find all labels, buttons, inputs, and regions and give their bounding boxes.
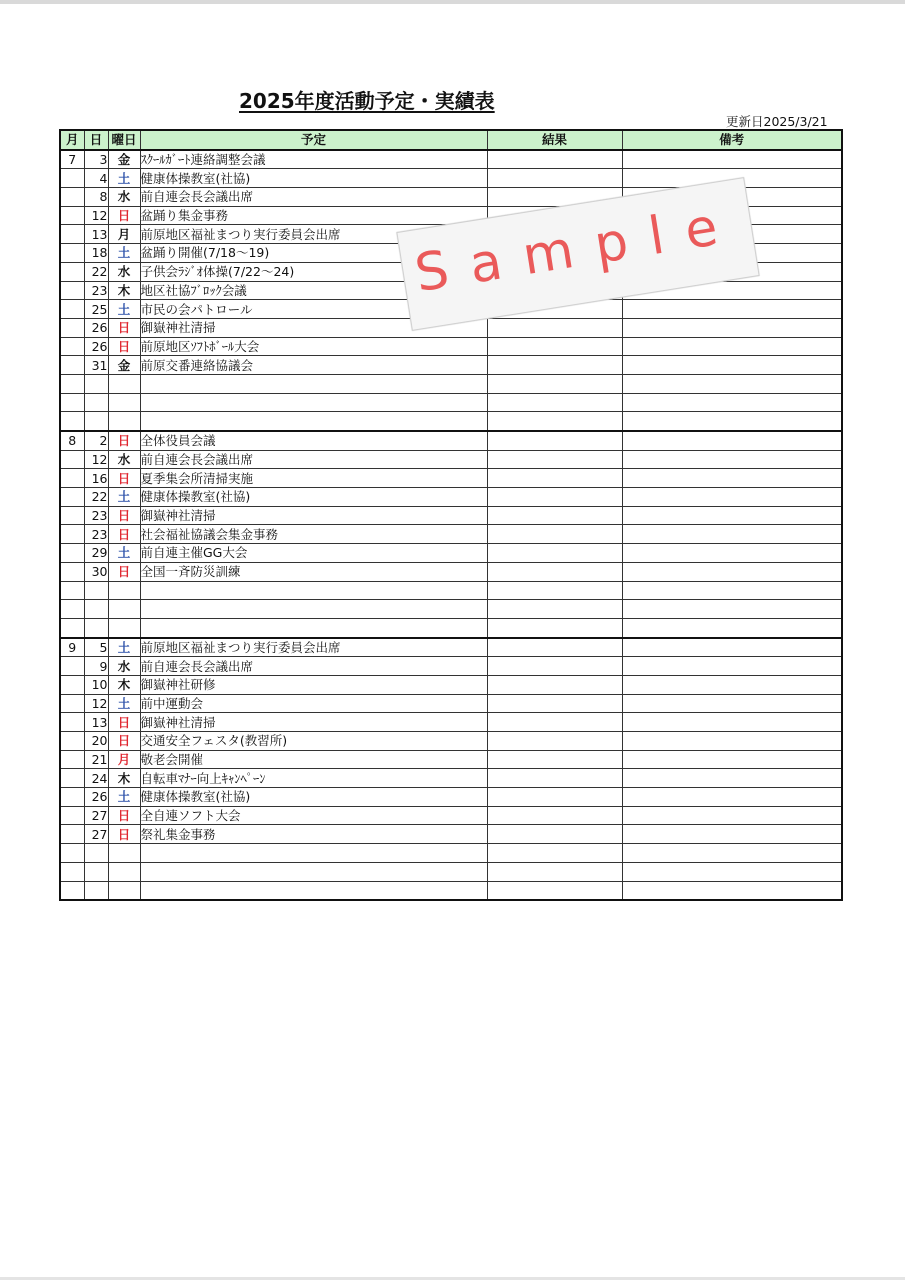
row-plan: 前原地区福祉まつり実行委員会出席 (140, 225, 487, 244)
row-plan: 夏季集会所清掃実施 (140, 469, 487, 488)
row-result (487, 506, 622, 525)
row-notes (622, 769, 842, 788)
row-day: 20 (84, 732, 108, 751)
row-plan: 全国一斉防災訓練 (140, 562, 487, 581)
row-notes (622, 506, 842, 525)
row-weekday: 日 (108, 732, 140, 751)
row-day: 26 (84, 788, 108, 807)
row-plan: 交通安全フェスタ(教習所) (140, 732, 487, 751)
row-plan: 御嶽神社清掃 (140, 318, 487, 337)
row-day: 27 (84, 806, 108, 825)
row-result (487, 694, 622, 713)
sample-watermark-text: Sample (411, 193, 744, 305)
table-row (60, 525, 842, 544)
row-result (487, 675, 622, 694)
row-plan: 前原地区福祉まつり実行委員会出席 (140, 638, 487, 657)
row-plan: 敬老会開催 (140, 750, 487, 769)
row-plan: 全自連ソフト大会 (140, 806, 487, 825)
row-result (487, 469, 622, 488)
row-weekday (108, 412, 140, 431)
header-plan: 予定 (140, 130, 487, 150)
row-plan: 健康体操教室(社協) (140, 488, 487, 507)
row-month (60, 356, 84, 375)
row-result (487, 881, 622, 900)
scan-edge-top (0, 0, 905, 4)
row-weekday: 金 (108, 356, 140, 375)
row-notes (622, 412, 842, 431)
row-month (60, 788, 84, 807)
row-month (60, 525, 84, 544)
updated-date: 更新日2025/3/21 (726, 114, 828, 129)
row-notes (622, 393, 842, 412)
row-month (60, 506, 84, 525)
row-plan: 御嶽神社清掃 (140, 713, 487, 732)
table-row (60, 412, 842, 431)
table-row (60, 713, 842, 732)
row-weekday: 水 (108, 188, 140, 207)
row-weekday: 日 (108, 562, 140, 581)
header-notes: 備考 (622, 130, 842, 150)
row-plan: 健康体操教室(社協) (140, 169, 487, 188)
row-weekday: 月 (108, 750, 140, 769)
row-weekday: 土 (108, 694, 140, 713)
row-plan: 盆踊り開催(7/18～19) (140, 244, 487, 263)
row-month (60, 750, 84, 769)
row-result (487, 638, 622, 657)
row-day: 23 (84, 506, 108, 525)
row-month (60, 374, 84, 393)
row-day: 5 (84, 638, 108, 657)
row-plan (140, 581, 487, 600)
row-month (60, 825, 84, 844)
table-row (60, 788, 842, 807)
row-month (60, 318, 84, 337)
row-day: 23 (84, 525, 108, 544)
row-plan (140, 618, 487, 637)
row-day: 24 (84, 769, 108, 788)
row-weekday: 土 (108, 488, 140, 507)
row-day (84, 600, 108, 619)
row-notes (622, 638, 842, 657)
row-result (487, 431, 622, 450)
row-day: 13 (84, 225, 108, 244)
row-result (487, 750, 622, 769)
row-day: 22 (84, 488, 108, 507)
row-notes (622, 618, 842, 637)
row-month (60, 281, 84, 300)
row-day: 23 (84, 281, 108, 300)
row-plan: 祭礼集金事務 (140, 825, 487, 844)
row-notes (622, 788, 842, 807)
row-plan (140, 881, 487, 900)
row-day: 27 (84, 825, 108, 844)
row-plan: 前自連主催GG大会 (140, 544, 487, 563)
row-weekday: 水 (108, 657, 140, 676)
row-weekday (108, 844, 140, 863)
row-day: 12 (84, 450, 108, 469)
row-month (60, 732, 84, 751)
row-day (84, 881, 108, 900)
row-month (60, 262, 84, 281)
row-day: 21 (84, 750, 108, 769)
row-notes (622, 337, 842, 356)
table-row (60, 844, 842, 863)
row-result (487, 450, 622, 469)
table-row (60, 337, 842, 356)
table-row (60, 825, 842, 844)
row-result (487, 562, 622, 581)
row-month (60, 225, 84, 244)
row-weekday: 日 (108, 525, 140, 544)
table-row (60, 450, 842, 469)
row-notes (622, 356, 842, 375)
row-month (60, 881, 84, 900)
row-plan: 市民の会パトロール (140, 300, 487, 319)
row-month: 7 (60, 150, 84, 169)
row-result (487, 657, 622, 676)
row-month (60, 393, 84, 412)
row-plan: 子供会ﾗｼﾞｵ体操(7/22～24) (140, 262, 487, 281)
row-result (487, 732, 622, 751)
row-weekday (108, 393, 140, 412)
row-weekday (108, 374, 140, 393)
row-month (60, 581, 84, 600)
row-notes (622, 525, 842, 544)
row-weekday (108, 581, 140, 600)
row-plan: 社会福祉協議会集金事務 (140, 525, 487, 544)
row-month (60, 412, 84, 431)
table-row (60, 562, 842, 581)
row-day: 26 (84, 337, 108, 356)
row-plan: 御嶽神社研修 (140, 675, 487, 694)
row-day: 13 (84, 713, 108, 732)
row-day: 25 (84, 300, 108, 319)
table-row (60, 506, 842, 525)
row-notes (622, 862, 842, 881)
table-row (60, 393, 842, 412)
row-result (487, 825, 622, 844)
row-day: 2 (84, 431, 108, 450)
row-day: 16 (84, 469, 108, 488)
row-day: 8 (84, 188, 108, 207)
row-plan (140, 844, 487, 863)
row-month: 8 (60, 431, 84, 450)
table-row (60, 431, 842, 450)
row-result (487, 788, 622, 807)
row-month (60, 657, 84, 676)
row-weekday (108, 600, 140, 619)
row-month (60, 618, 84, 637)
row-result (487, 806, 622, 825)
row-plan (140, 862, 487, 881)
row-plan: 全体役員会議 (140, 431, 487, 450)
row-weekday: 土 (108, 244, 140, 263)
row-plan (140, 374, 487, 393)
row-result (487, 544, 622, 563)
row-month (60, 244, 84, 263)
row-month (60, 169, 84, 188)
table-row (60, 618, 842, 637)
row-plan (140, 412, 487, 431)
table-row (60, 694, 842, 713)
table-row (60, 638, 842, 657)
row-weekday: 土 (108, 544, 140, 563)
row-notes (622, 450, 842, 469)
row-notes (622, 750, 842, 769)
table-row (60, 356, 842, 375)
row-notes (622, 694, 842, 713)
row-month (60, 675, 84, 694)
table-row (60, 881, 842, 900)
row-day: 12 (84, 206, 108, 225)
header-result: 結果 (487, 130, 622, 150)
table-row (60, 732, 842, 751)
row-month (60, 862, 84, 881)
row-weekday: 日 (108, 713, 140, 732)
row-weekday: 日 (108, 318, 140, 337)
row-result (487, 169, 622, 188)
row-notes (622, 675, 842, 694)
row-weekday: 木 (108, 769, 140, 788)
row-notes (622, 581, 842, 600)
row-plan: 盆踊り集金事務 (140, 206, 487, 225)
row-day: 26 (84, 318, 108, 337)
row-month (60, 713, 84, 732)
row-plan: 前自連会長会議出席 (140, 450, 487, 469)
row-plan: 前自連会長会議出席 (140, 188, 487, 207)
row-plan: 前中運動会 (140, 694, 487, 713)
row-notes (622, 732, 842, 751)
row-month (60, 600, 84, 619)
row-plan (140, 600, 487, 619)
row-month (60, 188, 84, 207)
row-month (60, 544, 84, 563)
row-plan: 前原地区ｿﾌﾄﾎﾞｰﾙ大会 (140, 337, 487, 356)
row-day (84, 412, 108, 431)
row-day: 18 (84, 244, 108, 263)
row-weekday: 日 (108, 431, 140, 450)
row-weekday: 土 (108, 169, 140, 188)
row-plan: 前自連会長会議出席 (140, 657, 487, 676)
row-day (84, 618, 108, 637)
row-month (60, 488, 84, 507)
row-weekday: 土 (108, 300, 140, 319)
row-month (60, 844, 84, 863)
row-day: 4 (84, 169, 108, 188)
row-weekday: 日 (108, 206, 140, 225)
row-result (487, 393, 622, 412)
row-result (487, 525, 622, 544)
row-notes (622, 844, 842, 863)
row-weekday: 土 (108, 788, 140, 807)
row-month (60, 206, 84, 225)
table-row (60, 862, 842, 881)
row-weekday: 日 (108, 506, 140, 525)
row-result (487, 581, 622, 600)
row-weekday: 水 (108, 450, 140, 469)
row-notes (622, 488, 842, 507)
row-plan: 御嶽神社清掃 (140, 506, 487, 525)
row-month (60, 694, 84, 713)
row-day: 22 (84, 262, 108, 281)
table-row (60, 469, 842, 488)
row-day (84, 374, 108, 393)
row-weekday: 土 (108, 638, 140, 657)
row-result (487, 488, 622, 507)
table-row (60, 675, 842, 694)
row-day: 9 (84, 657, 108, 676)
row-notes (622, 544, 842, 563)
table-row (60, 657, 842, 676)
row-day: 10 (84, 675, 108, 694)
table-row (60, 374, 842, 393)
row-day: 12 (84, 694, 108, 713)
row-day: 31 (84, 356, 108, 375)
row-notes (622, 806, 842, 825)
row-notes (622, 150, 842, 169)
row-day: 29 (84, 544, 108, 563)
row-weekday (108, 618, 140, 637)
row-month: 9 (60, 638, 84, 657)
row-notes (622, 562, 842, 581)
row-day (84, 393, 108, 412)
row-plan (140, 393, 487, 412)
row-weekday: 日 (108, 337, 140, 356)
table-row (60, 806, 842, 825)
table-row (60, 600, 842, 619)
row-result (487, 769, 622, 788)
row-notes (622, 657, 842, 676)
row-plan: 健康体操教室(社協) (140, 788, 487, 807)
table-row (60, 581, 842, 600)
row-month (60, 300, 84, 319)
row-result (487, 337, 622, 356)
row-weekday: 水 (108, 262, 140, 281)
row-weekday (108, 881, 140, 900)
row-notes (622, 469, 842, 488)
page-title: 2025年度活動予定・実績表 (239, 89, 495, 113)
row-result (487, 150, 622, 169)
row-result (487, 356, 622, 375)
header-month: 月 (60, 130, 84, 150)
row-weekday: 日 (108, 469, 140, 488)
row-notes (622, 300, 842, 319)
row-plan: 前原交番連絡協議会 (140, 356, 487, 375)
row-notes (622, 318, 842, 337)
table-row (60, 488, 842, 507)
row-weekday: 木 (108, 281, 140, 300)
row-result (487, 862, 622, 881)
row-day: 30 (84, 562, 108, 581)
row-notes (622, 825, 842, 844)
row-weekday: 月 (108, 225, 140, 244)
row-day (84, 581, 108, 600)
row-weekday: 日 (108, 806, 140, 825)
row-result (487, 713, 622, 732)
row-month (60, 450, 84, 469)
table-row (60, 150, 842, 169)
row-month (60, 806, 84, 825)
row-day: 3 (84, 150, 108, 169)
row-notes (622, 600, 842, 619)
table-row (60, 750, 842, 769)
header-weekday: 曜日 (108, 130, 140, 150)
row-month (60, 469, 84, 488)
header-row (60, 130, 842, 150)
row-notes (622, 881, 842, 900)
row-month (60, 337, 84, 356)
row-day (84, 844, 108, 863)
row-result (487, 600, 622, 619)
row-plan: 自転車ﾏﾅｰ向上ｷｬﾝﾍﾟｰﾝ (140, 769, 487, 788)
row-plan: ｽｸｰﾙｶﾞｰﾄ連絡調整会議 (140, 150, 487, 169)
row-weekday (108, 862, 140, 881)
row-result (487, 412, 622, 431)
row-notes (622, 374, 842, 393)
row-weekday: 日 (108, 825, 140, 844)
table-row (60, 544, 842, 563)
table-row (60, 769, 842, 788)
row-result (487, 374, 622, 393)
row-weekday: 金 (108, 150, 140, 169)
row-notes (622, 431, 842, 450)
row-day (84, 862, 108, 881)
row-result (487, 618, 622, 637)
header-day: 日 (84, 130, 108, 150)
row-weekday: 木 (108, 675, 140, 694)
row-month (60, 562, 84, 581)
row-notes (622, 713, 842, 732)
row-result (487, 844, 622, 863)
row-month (60, 769, 84, 788)
row-plan: 地区社協ﾌﾞﾛｯｸ会議 (140, 281, 487, 300)
row-result (487, 318, 622, 337)
